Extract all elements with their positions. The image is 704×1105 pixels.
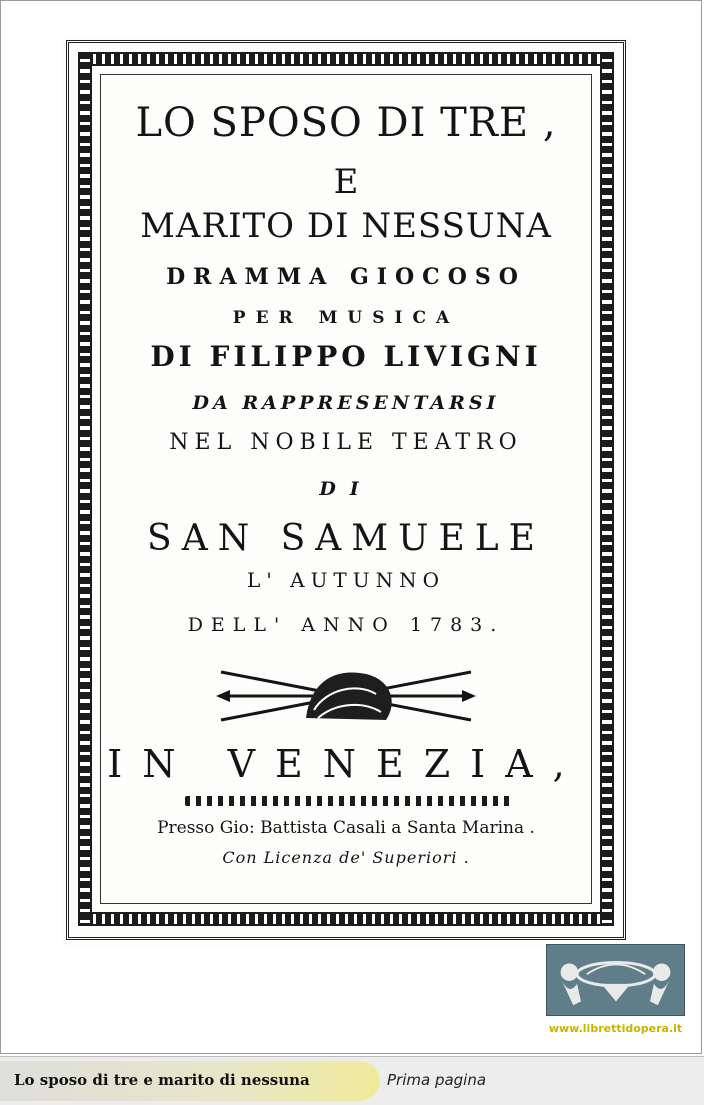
author-line: DI FILIPPO LIVIGNI <box>150 340 542 373</box>
chain-border-right <box>600 52 614 926</box>
chain-border-left <box>78 52 92 926</box>
season-line: L' AUTUNNO <box>246 568 446 592</box>
title-line-2: E <box>333 162 359 202</box>
performance-line: DA RAPPRESENTARSI <box>192 392 500 414</box>
footer-subtitle: Prima pagina <box>387 1071 487 1089</box>
title-line-3: MARITO DI NESSUNA <box>140 206 552 246</box>
chain-border-top <box>78 52 614 66</box>
genre-line: DRAMMA GIOCOSO <box>166 264 526 290</box>
logo-url[interactable]: www.librettidopera.it <box>548 1022 683 1035</box>
year-line: DELL' ANNO 1783. <box>187 614 505 636</box>
theatre-line: NEL NOBILE TEATRO <box>169 430 523 455</box>
footer-title: Lo sposo di tre e marito di nessuna <box>14 1071 310 1089</box>
chain-border-bottom <box>78 912 614 926</box>
theatre-name: SAN SAMUELE <box>147 518 545 559</box>
city-line: IN VENEZIA, <box>107 742 585 786</box>
ornamental-rule <box>185 796 515 806</box>
footer-bar <box>0 1056 704 1105</box>
title-line-1: LO SPOSO DI TRE , <box>135 100 557 146</box>
music-line: PER MUSICA <box>232 308 460 328</box>
license-line: Con Licenza de' Superiori . <box>222 848 470 867</box>
printer-line: Presso Gio: Battista Casali a Santa Marina . <box>157 818 535 838</box>
di-line: DI <box>319 478 373 500</box>
trophy-ornament <box>216 660 476 730</box>
librettidopera-logo[interactable] <box>546 944 685 1016</box>
